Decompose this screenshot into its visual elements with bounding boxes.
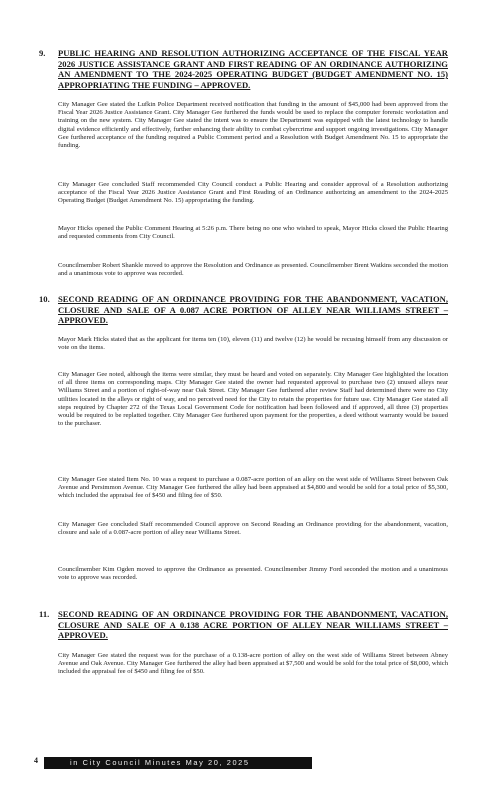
paragraph: City Manager Gee stated the Lufkin Police Department received notification that funding in the amount of $45,000 had been approved from the Fiscal Year 2026 Justice Assistance Grant. City Manager Gee furthered the funds would be used to replace the computer forensic workstation and training on the new system. City Manager Gee stated the intent was to ensure the Department was equipped with the latest technology to handle digital evidence efficiently and effectively, further enhancing their ability to combat cybercrime and support ongoing investigations. City Manager Gee furthered acceptance of the funding required a Public Comment period and a Resolution with Budget Amendment No. 15 to appropriate the funding. <box>58 101 448 150</box>
item-number: 11. <box>39 609 50 619</box>
paragraph: City Manager Gee stated the request was for the purchase of a 0.138-acre portion of alley on the west side of Williams Street between Abney Avenue and Oak Avenue. City Manager Gee furthered the alley had been appraised at $7,500 and would be sold for the total price of $8,000, which included the appraisal fee of $450 and filing fee of $50. <box>58 652 448 676</box>
page-footer <box>0 756 486 770</box>
paragraph: City Manager Gee noted, although the items were similar, they must be heard and voted on separately. City Manager Gee highlighted the location of all three items on corresponding maps. City Manager Gee stated the owner had requested approval to purchase two (2) unused alleys near Williams Street and a portion of right-of-way near Oak Street. City Manager Gee furthered after review Staff had determined there were no City utilities located in the alleys or right of way, and no perceived need for the City to retain the properties for future use. City Manager Gee stated all steps required by Chapter 272 of the Texas Local Government Code for notification had been followed and if approved, all three (3) properties would be required to be replatted together. City Manager Gee furthered upon payment for the properties, a deed without warranty would be issued to the purchaser. <box>58 371 448 428</box>
paragraph: Councilmember Robert Shankle moved to approve the Resolution and Ordinance as presented. Councilmember Brent Watkins seconded the motion and a unanimous vote to approve was recorded. <box>58 262 448 278</box>
agenda-item-11 <box>39 609 448 641</box>
paragraph: Mayor Hicks opened the Public Comment Hearing at 5:26 p.m. There being no one who wished to speak, Mayor Hicks closed the Public Hearing and requested comments from City Council. <box>58 225 448 241</box>
footer-title: in City Council Minutes May 20, 2025 <box>70 758 250 767</box>
item-number: 10. <box>39 294 50 304</box>
agenda-item-10 <box>39 294 448 326</box>
paragraph: City Manager Gee stated Item No. 10 was a request to purchase a 0.087-acre portion of an alley on the west side of Williams Street between Oak Avenue and Persimmon Avenue. City Manager Gee furthered the alley had been appraised at $4,800 and would be sold for a total price of $5,300, which included the appraisal fee of $450 and filing fee of $50. <box>58 476 448 500</box>
item-number: 9. <box>39 48 46 58</box>
paragraph: City Manager Gee concluded Staff recommended City Council conduct a Public Hearing and consider approval of a Resolution authorizing acceptance of the Fiscal Year 2026 Justice Assistance Grant and First Reading of an Ordinance authorizing an amendment to the 2024-2025 Operating Budget (Budget Amendment No. 15) appropriating the funding. <box>58 181 448 205</box>
paragraph: City Manager Gee concluded Staff recommended Council approve on Second Reading an Ordinance providing for the abandonment, vacation, closure and sale of a 0.087-acre portion of alley near Williams Street. <box>58 521 448 537</box>
item-heading: SECOND READING OF AN ORDINANCE PROVIDING FOR THE ABANDONMENT, VACATION, CLOSURE AND SALE OF A 0.087 ACRE PORTION OF ALLEY NEAR WILLIAMS STREET – APPROVED. <box>58 294 448 326</box>
item-heading: PUBLIC HEARING AND RESOLUTION AUTHORIZING ACCEPTANCE OF THE FISCAL YEAR 2026 JUSTICE ASSISTANCE GRANT AND FIRST READING OF AN ORDINANCE AUTHORIZING AN AMENDMENT TO THE 2024-2025 OPERATING BUDGET (BUDGET AMENDMENT NO. 15) APPROPRIATING THE FUNDING – APPROVED. <box>58 48 448 90</box>
paragraph: Councilmember Kim Ogden moved to approve the Ordinance as presented. Councilmember Jimmy Ford seconded the motion and a unanimous vote to approve was recorded. <box>58 566 448 582</box>
paragraph: Mayor Mark Hicks stated that as the applicant for items ten (10), eleven (11) and twelve (12) he would be recusing himself from any discussion or vote on the items. <box>58 336 448 352</box>
page-number: 4 <box>34 756 38 765</box>
agenda-item-9 <box>39 48 448 90</box>
item-heading: SECOND READING OF AN ORDINANCE PROVIDING FOR THE ABANDONMENT, VACATION, CLOSURE AND SALE OF A 0.138 ACRE PORTION OF ALLEY NEAR WILLIAMS STREET – APPROVED. <box>58 609 448 641</box>
